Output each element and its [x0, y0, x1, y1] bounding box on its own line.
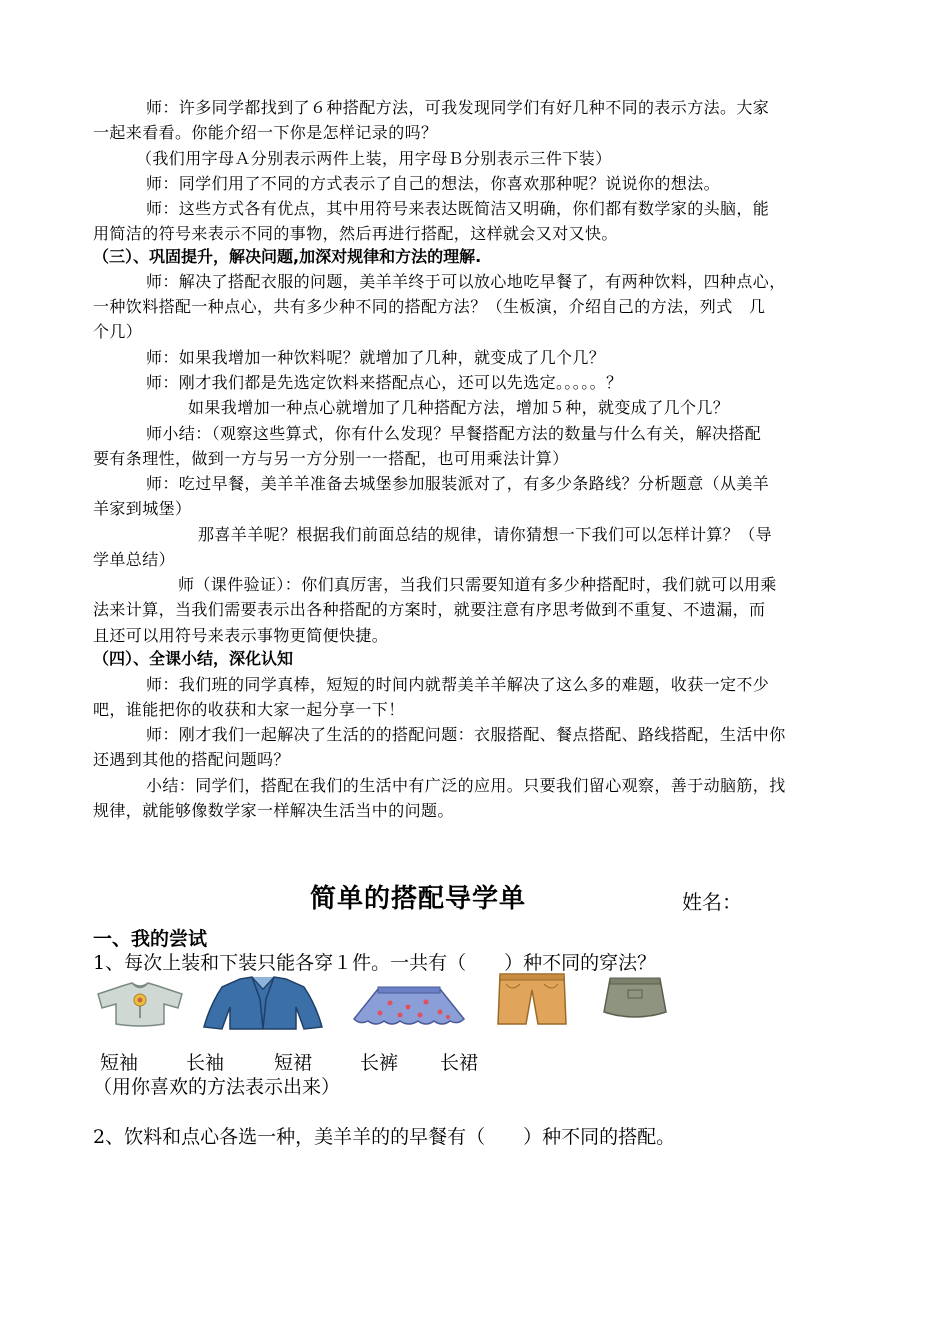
paragraph-line: 师：解决了搭配衣服的问题，美羊羊终于可以放心地吃早餐了，有两种饮料，四种点心， — [146, 272, 786, 291]
short-skirt-icon — [346, 985, 472, 1029]
section-heading-4: （四）、全课小结，深化认知 — [93, 649, 294, 668]
paragraph-line: 师：我们班的同学真棒，短短的时间内就帮美羊羊解决了这么多的难题，收获一定不少 — [146, 675, 770, 694]
paragraph-line: 用简洁的符号来表示不同的事物，然后再进行搭配，这样就会又对又快。 — [93, 224, 618, 243]
paragraph-line: 那喜羊羊呢？根据我们前面总结的规律，请你猜想一下我们可以怎样计算？（导 — [198, 525, 773, 544]
question-2: 2、饮料和点心各选一种，美羊羊的的早餐有（ ）种不同的搭配。 — [93, 1126, 676, 1148]
paragraph-line: 学单总结） — [93, 550, 176, 569]
paragraph-line: 师（课件验证）：你们真厉害，当我们只需要知道有多少种搭配时，我们就可以用乘 — [178, 575, 777, 594]
paragraph-line: 如果我增加一种点心就增加了几种搭配方法，增加５种，就变成了几个几？ — [188, 398, 730, 417]
paragraph-line: 师小结：（观察这些算式，你有什么发现？早餐搭配方法的数量与什么有关，解决搭配 — [146, 424, 762, 443]
paragraph-line: 法来计算，当我们需要表示出各种搭配的方案时，就要注意有序思考做到不重复、不遗漏，而 — [93, 600, 766, 619]
paragraph-line: 师：刚才我们都是先选定饮料来搭配点心，还可以先选定。。。。。？ — [146, 373, 623, 392]
section-heading-3: （三）、巩固提升，解决问题,加深对规律和方法的理解. — [93, 247, 482, 266]
paragraph-line: 羊家到城堡） — [93, 499, 192, 518]
paragraph-line: 还遇到其他的搭配问题吗？ — [93, 750, 290, 769]
garment-label: 短裙 — [274, 1052, 313, 1074]
paragraph-line: 吧，谁能把你的收获和大家一起分享一下！ — [93, 700, 405, 719]
garment-label: 短袖 — [100, 1052, 139, 1074]
long-skirt-icon — [600, 976, 670, 1022]
paragraph-line: 师：如果我增加一种饮料呢？就增加了几种，就变成了几个几？ — [146, 348, 606, 367]
garment-label: 长裤 — [360, 1052, 399, 1074]
long-pants-icon — [494, 972, 570, 1028]
garment-label: 长裙 — [440, 1052, 479, 1074]
name-label: 姓名： — [682, 890, 742, 914]
long-sleeve-jacket-icon — [200, 975, 326, 1031]
paragraph-line: 师：这些方式各有优点，其中用符号来表达既简洁又明确，你们都有数学家的头脑，能 — [146, 199, 770, 218]
paragraph-line: 师：刚才我们一起解决了生活的的搭配问题：衣服搭配、餐点搭配、路线搭配，生活中你 — [146, 725, 786, 744]
paragraph-line: 一起来看看。你能介绍一下你是怎样记录的吗？ — [93, 123, 438, 142]
short-sleeve-shirt-icon — [94, 980, 186, 1030]
paragraph-line: （我们用字母Ａ分别表示两件上装，用字母Ｂ分别表示三件下装） — [136, 149, 612, 168]
worksheet-title: 简单的搭配导学单 — [310, 884, 527, 914]
question-1: 1、每次上装和下装只能各穿１件。一共有（ ）种不同的穿法？ — [93, 952, 657, 974]
paragraph-line: 要有条理性，做到一方与另一方分别一一搭配，也可用乘法计算） — [93, 449, 569, 468]
paragraph-line: 个几） — [93, 322, 143, 341]
paragraph-line: 师：许多同学都找到了６种搭配方法，可我发现同学们有好几种不同的表示方法。大家 — [146, 98, 770, 117]
paragraph-line: 一种饮料搭配一种点心，共有多少种不同的搭配方法？（生板演，介绍自己的方法，列式 几 — [93, 297, 766, 316]
hint-text: （用你喜欢的方法表示出来） — [93, 1076, 341, 1098]
paragraph-line: 且还可以用符号来表示事物更简便快捷。 — [93, 626, 389, 645]
paragraph-line: 师：吃过早餐，美羊羊准备去城堡参加服装派对了，有多少条路线？分析题意（从美羊 — [146, 474, 770, 493]
paragraph-line: 小结：同学们，搭配在我们的生活中有广泛的应用。只要我们留心观察，善于动脑筋，找 — [146, 776, 786, 795]
paragraph-line: 师：同学们用了不同的方式表示了自己的想法，你喜欢那种呢？说说你的想法。 — [146, 174, 721, 193]
garment-label: 长袖 — [186, 1052, 225, 1074]
paragraph-line: 规律，就能够像数学家一样解决生活当中的问题。 — [93, 801, 454, 820]
section-heading-1: 一、我的尝试 — [93, 928, 208, 950]
